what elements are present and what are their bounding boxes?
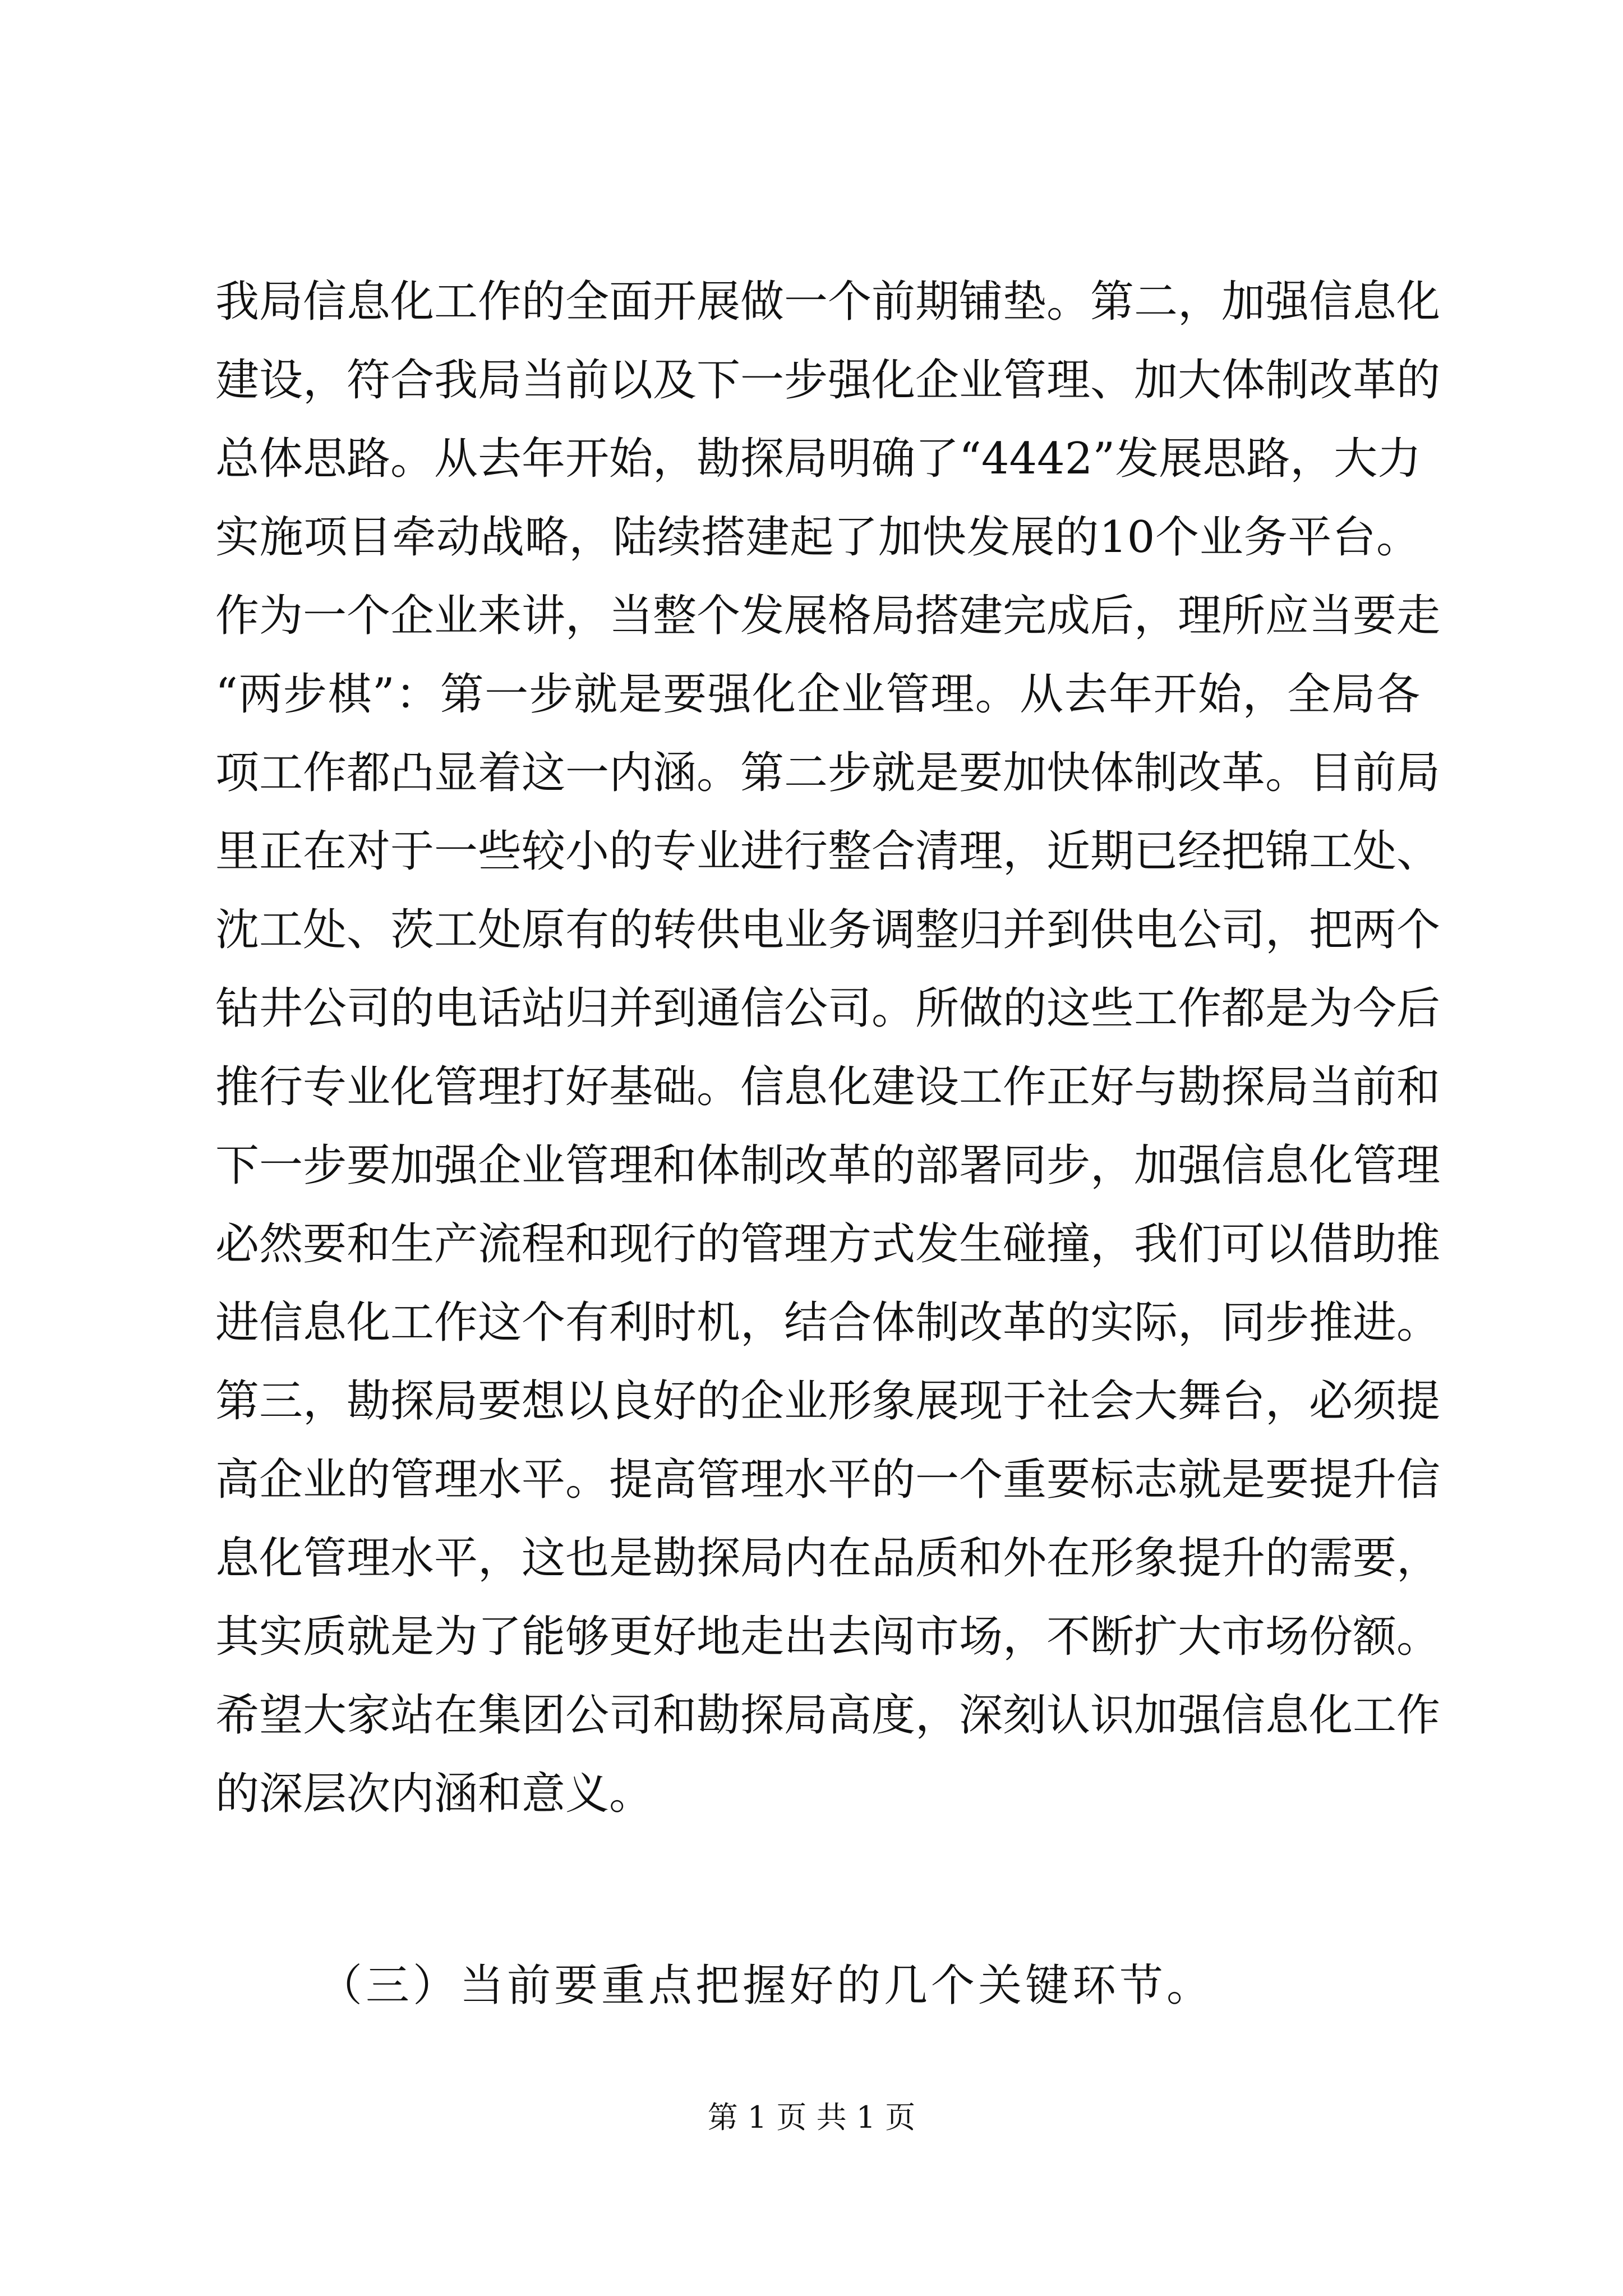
- paragraph-line: 希望大家站在集团公司和勘探局高度，深刻认识加强信息化工作: [215, 1690, 1441, 1741]
- paragraph-line: 推行专业化管理打好基础。信息化建设工作正好与勘探局当前和: [215, 1062, 1441, 1112]
- paragraph-line: “两步棋”：第一步就是要强化企业管理。从去年开始，全局各: [215, 669, 1420, 720]
- paragraph-line: 项工作都凸显着这一内涵。第二步就是要加快体制改革。目前局: [215, 748, 1441, 798]
- paragraph-line: 沈工处、茨工处原有的转供电业务调整归并到供电公司，把两个: [215, 905, 1441, 955]
- page-number-footer: 第 1 页 共 1 页: [707, 2100, 916, 2135]
- body-paragraph: [215, 263, 1441, 1833]
- paragraph-line: 我局信息化工作的全面开展做一个前期铺垫。第二，加强信息化: [215, 277, 1441, 327]
- paragraph-line: 钻井公司的电话站归并到通信公司。所做的这些工作都是为今后: [215, 983, 1441, 1034]
- paragraph-line: 第三，勘探局要想以良好的企业形象展现于社会大舞台，必须提: [215, 1376, 1441, 1427]
- paragraph-line: 必然要和生产流程和现行的管理方式发生碰撞，我们可以借助推: [215, 1219, 1441, 1269]
- paragraph-line: 总体思路。从去年开始，勘探局明确了“4442”发展思路，大力: [215, 434, 1422, 484]
- paragraph-line: 里正在对于一些较小的专业进行整合清理，近期已经把锦工处、: [215, 826, 1441, 877]
- paragraph-line: 作为一个企业来讲，当整个发展格局搭建完成后，理所应当要走: [215, 591, 1441, 641]
- paragraph-line: 下一步要加强企业管理和体制改革的部署同步，加强信息化管理: [215, 1140, 1441, 1191]
- paragraph-line: 实施项目牵动战略，陆续搭建起了加快发展的10个业务平台。: [215, 512, 1420, 563]
- paragraph-line: 的深层次内涵和意义。: [215, 1769, 653, 1819]
- paragraph-line: 建设，符合我局当前以及下一步强化企业管理、加大体制改革的: [215, 355, 1441, 406]
- paragraph-line: 进信息化工作这个有利时机，结合体制改革的实际，同步推进。: [215, 1297, 1441, 1348]
- paragraph-line: 其实质就是为了能够更好地走出去闯市场，不断扩大市场份额。: [215, 1612, 1441, 1662]
- paragraph-line: 高企业的管理水平。提高管理水平的一个重要标志就是要提升信: [215, 1455, 1441, 1505]
- section-subheading: （三）当前要重点把握好的几个关键环节。: [319, 1961, 1214, 2011]
- paragraph-line: 息化管理水平，这也是勘探局内在品质和外在形象提升的需要，: [215, 1533, 1441, 1584]
